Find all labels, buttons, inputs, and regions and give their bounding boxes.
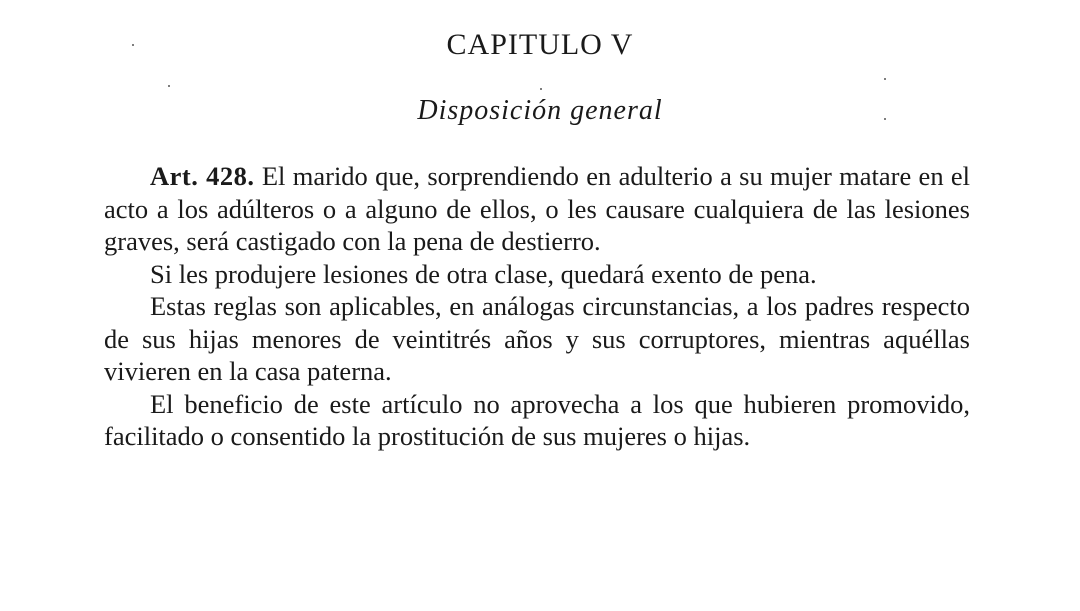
scan-speck <box>884 78 886 80</box>
article-paragraph-1-text: El marido que, sorprendiendo en adulterio a su mujer matare en el acto a los adúlteros o a alguno de ellos, o les causare cualquiera de las lesiones graves, será castigado con la pena de destierro. <box>104 161 971 256</box>
scan-speck <box>884 118 886 120</box>
scan-speck <box>168 85 170 87</box>
scan-speck <box>132 44 134 46</box>
article-paragraph-2: Si les produjere lesiones de otra clase, quedará exento de pena. <box>150 258 817 289</box>
article-body <box>104 160 970 453</box>
scan-speck <box>540 88 542 90</box>
article-number: Art. 428. <box>150 161 255 191</box>
article-paragraph-4: El beneficio de este artículo no aprovecha a los que hubieren promovido, facilitado o consentido la prostitución de sus mujeres o hijas. <box>104 388 970 451</box>
article-paragraph-1 <box>104 160 970 258</box>
chapter-title: CAPITULO V <box>446 28 634 61</box>
section-title: Disposición general <box>417 95 663 126</box>
article-paragraph-3: Estas reglas son aplicables, en análogas circunstancias, a los padres respecto de sus hijas menores de veintitrés años y sus corruptores, mientras aquéllas vivieren en la casa paterna. <box>104 291 970 386</box>
